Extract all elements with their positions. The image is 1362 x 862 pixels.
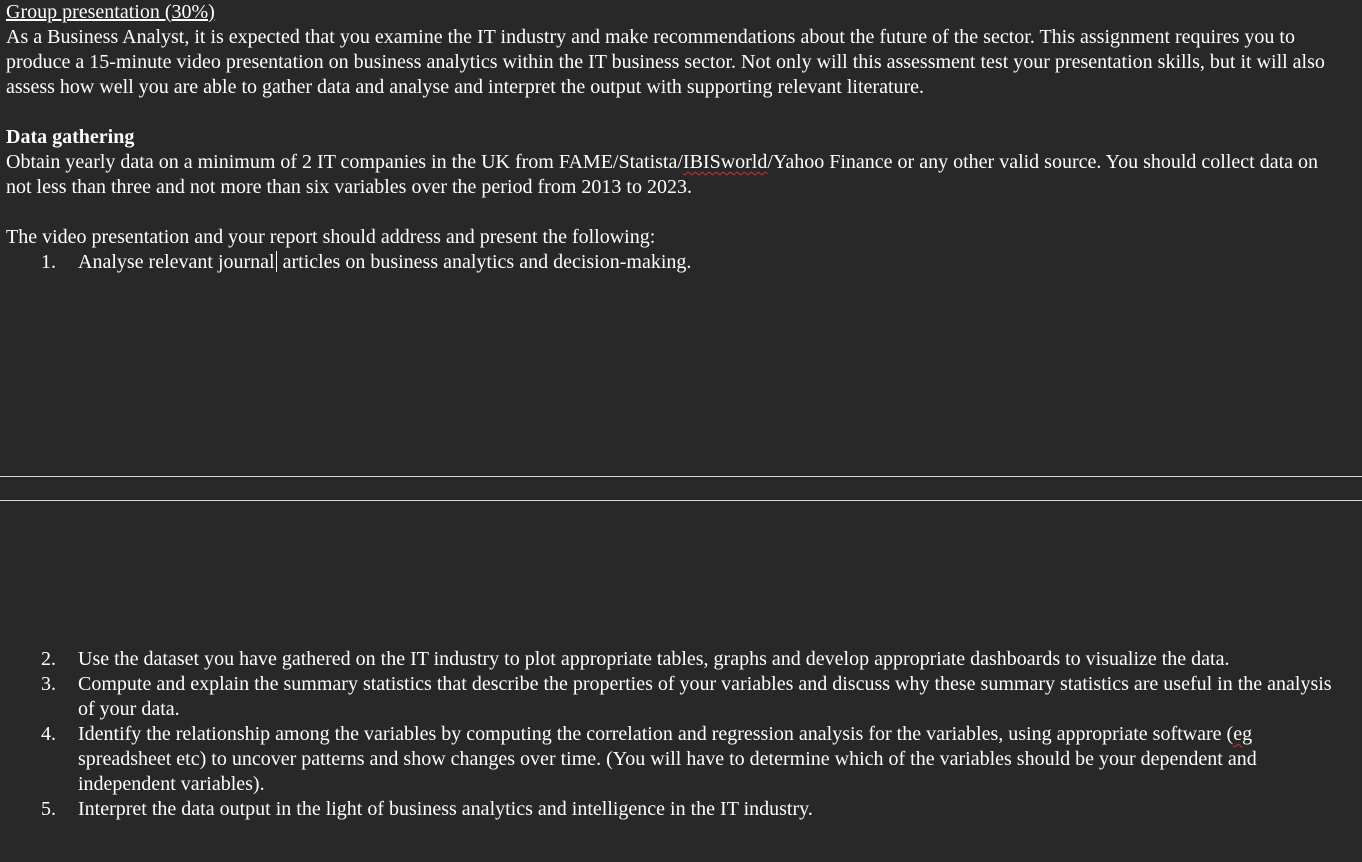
data-text-start: Obtain yearly data on a minimum of 2 IT companies in the UK from FAME/Statista/ xyxy=(6,151,683,173)
document-title: Group presentation (30%) xyxy=(6,1,215,23)
list-number: 3. xyxy=(41,673,56,695)
list-item xyxy=(6,250,1346,275)
list-item-text: Use the dataset you have gathered on the IT industry to plot appropriate tables, graphs and develop appropriate dashboards to visualize the data. xyxy=(78,648,1230,670)
list-number: 2. xyxy=(41,648,56,670)
list-item xyxy=(6,647,1346,672)
task-list-part-2 xyxy=(6,647,1346,822)
item-1-text-start: Analyse relevant journal xyxy=(78,251,275,273)
list-item-text-start: Identify the relationship among the variables by computing the correlation and regression analysis for the variables, using appropriate software ( xyxy=(78,723,1234,745)
list-number: 4. xyxy=(41,723,56,745)
list-item xyxy=(6,722,1346,797)
list-intro: The video presentation and your report should address and present the following: xyxy=(6,226,656,248)
list-number: 5. xyxy=(41,798,56,820)
list-item-text: Interpret the data output in the light of business analytics and intelligence in the IT industry. xyxy=(78,798,813,820)
blank-line xyxy=(6,100,1346,125)
spelling-error-ibisworld[interactable]: IBISworld xyxy=(682,151,768,173)
data-gathering-heading: Data gathering xyxy=(6,126,135,148)
document-page-2 xyxy=(6,647,1346,822)
data-text-end: /Yahoo Finance or any other valid source. You should collect data on not less than three and not more than six variables over the period from 2013 to 2023. xyxy=(6,151,1319,198)
data-gathering-paragraph xyxy=(6,150,1346,200)
blank-line xyxy=(6,200,1346,225)
intro-paragraph: As a Business Analyst, it is expected that you examine the IT industry and make recommendations about the future of the sector. This assignment requires you to produce a 15-minute video presentation on business analytics within the IT business sector. Not only will this assessment test your presentation skills, but it will also assess how well you are able to gather data and analyse and interpret the output with supporting relevant literature. xyxy=(6,26,1325,98)
document-page-1 xyxy=(6,0,1346,275)
list-number: 1. xyxy=(41,251,56,273)
task-list-part-1 xyxy=(6,250,1346,275)
page-break xyxy=(0,476,1362,501)
page-bottom-edge xyxy=(0,476,1362,477)
list-item xyxy=(6,672,1346,722)
list-item-text: Compute and explain the summary statistics that describe the properties of your variables and discuss why these summary statistics are useful in the analysis of your data. xyxy=(78,673,1332,720)
page-top-edge xyxy=(0,500,1362,501)
spelling-error-eg[interactable]: eg xyxy=(1233,723,1253,745)
list-item-text-end: spreadsheet etc) to uncover patterns and show changes over time. (You will have to determine which of the variables should be your dependent and independent variables). xyxy=(78,748,1257,795)
item-1-text-end: articles on business analytics and decision-making. xyxy=(277,251,692,273)
text-cursor xyxy=(276,251,277,272)
list-item xyxy=(6,797,1346,822)
